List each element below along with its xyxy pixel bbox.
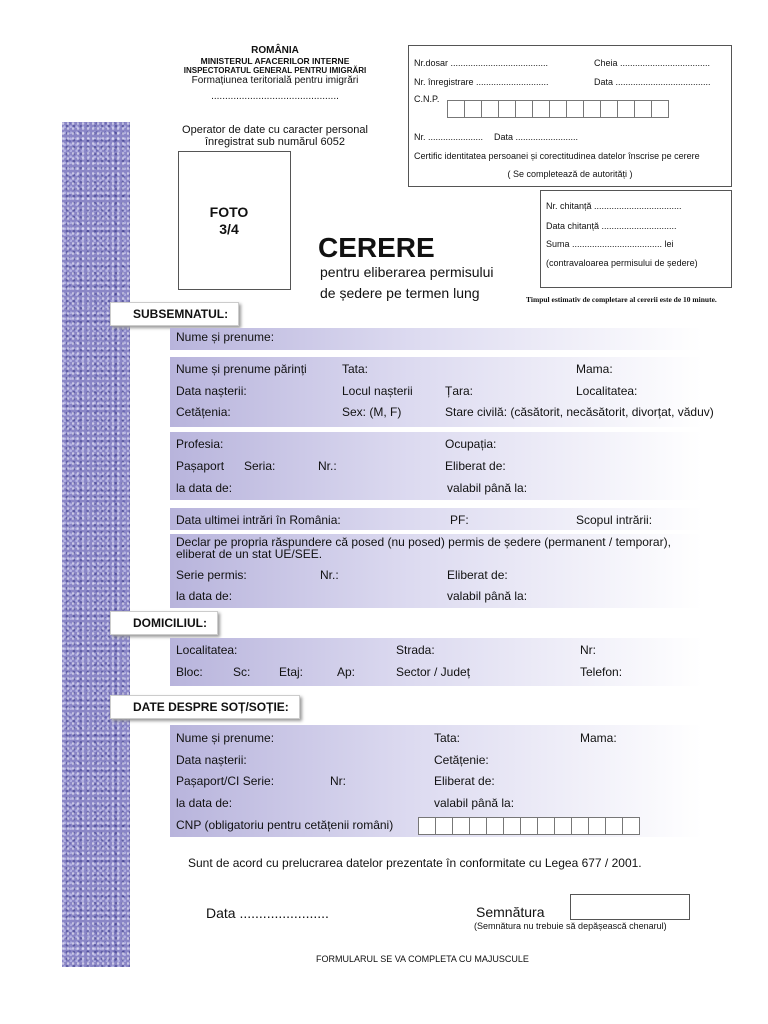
section-spouse: DATE DESPRE SOȚ/SOȚIE: [110, 695, 300, 719]
signature-note: (Semnătura nu trebuie să depășească chenarul) [474, 921, 667, 931]
label-spouse-cnp: CNP (obligatoriu pentru cetățenii români) [176, 818, 394, 832]
nr-inregistrare-field[interactable]: Nr. înregistrare ............................. [414, 77, 549, 87]
label-spouse-valabil: valabil până la: [434, 796, 515, 810]
photo-label-line-1: FOTO [209, 204, 249, 220]
label-localitatea: Localitatea: [576, 384, 638, 398]
division-name: Formațiunea teritorială pentru imigrări [191, 74, 359, 86]
cheia-field[interactable]: Cheia .................................... [594, 58, 711, 68]
decorative-side-band [62, 122, 130, 967]
label-dom-ap: Ap: [337, 665, 356, 679]
photo-label-line-2: 3/4 [219, 220, 239, 237]
time-note: Timpul estimativ de completare al cererii este de 10 minute. [526, 295, 717, 304]
photo-label [179, 204, 279, 238]
operator-line-1: Operator de date cu caracter personal [182, 124, 368, 136]
label-dom-bloc: Bloc: [176, 665, 203, 679]
label-valabil-permis: valabil până la: [447, 589, 528, 603]
label-spouse-eliberat-de: Eliberat de: [434, 774, 495, 788]
label-mama: Mama: [576, 362, 613, 376]
label-tara: Țara: [445, 384, 474, 398]
label-stare-civila: Stare civilă: (căsătorit, necăsătorit, divorțat, văduv) [445, 405, 714, 419]
authority-data2-field[interactable]: Data ......................... [494, 132, 579, 142]
contravaloare-note: (contravaloarea permisului de ședere) [546, 258, 698, 268]
label-valabil: valabil până la: [447, 481, 528, 495]
signature-box[interactable] [570, 894, 690, 920]
photo-box[interactable] [178, 151, 291, 290]
issuer-header [150, 46, 400, 102]
label-declar-1: Declar pe propria răspundere că posed (nu posed) permis de ședere (permanent / temporar), [176, 535, 671, 549]
data-field[interactable]: Data ...................................... [594, 77, 711, 87]
label-eliberat-de: Eliberat de: [445, 459, 506, 473]
date-field[interactable]: Data ....................... [206, 905, 329, 921]
label-nume-parinti: Nume și prenume părinți [176, 362, 307, 376]
data-chitanta-field[interactable]: Data chitanță .............................. [546, 221, 677, 231]
label-spouse-pasaport: Pașaport/CI Serie: [176, 774, 275, 788]
label-dom-localitatea: Localitatea: [176, 643, 238, 657]
country-name: ROMÂNIA [251, 45, 299, 56]
label-ultima-intrare: Data ultimei intrări în România: [176, 513, 341, 527]
label-spouse-data-nasterii: Data nașterii: [176, 753, 247, 767]
page-subtitle-1: pentru eliberarea permisului [320, 264, 494, 280]
label-nr-permis: Nr.: [320, 568, 339, 582]
receipt-box [540, 190, 732, 288]
division-dots: .............................................. [211, 90, 339, 102]
label-la-data-de-permis: la data de: [176, 589, 233, 603]
section-subsemnatul: SUBSEMNATUL: [110, 302, 239, 326]
label-ocupatia: Ocupația: [445, 437, 497, 451]
inspectorate-name: INSPECTORATUL GENERAL PENTRU IMIGRĂRI [183, 65, 367, 75]
label-profesia: Profesia: [176, 437, 224, 451]
label-spouse-mama: Mama: [580, 731, 617, 745]
authority-box [408, 45, 732, 187]
consent-text: Sunt de acord cu prelucrarea datelor prezentate în conformitate cu Legea 677 / 2001. [188, 856, 642, 870]
label-spouse-nume: Nume și prenume: [176, 731, 275, 745]
label-la-data-de: la data de: [176, 481, 233, 495]
label-dom-sector: Sector / Județ [396, 665, 471, 679]
page-subtitle-2: de ședere pe termen lung [320, 285, 480, 301]
label-cetatenia: Cetățenia: [176, 405, 231, 419]
label-serie-permis: Serie permis: [176, 568, 247, 582]
label-spouse-cetatenie: Cetățenie: [434, 753, 489, 767]
label-dom-strada: Strada: [396, 643, 435, 657]
label-spouse-nr: Nr: [330, 774, 346, 788]
label-eliberat-de-permis: Eliberat de: [447, 568, 508, 582]
label-dom-etaj: Etaj: [279, 665, 304, 679]
label-sex: Sex: (M, F) [342, 405, 402, 419]
label-dom-sc: Sc: [233, 665, 251, 679]
section-domiciliul: DOMICILIUL: [110, 611, 218, 635]
label-pasaport: Pașaport [176, 459, 225, 473]
label-data-nasterii: Data nașterii: [176, 384, 247, 398]
page-title: CERERE [318, 232, 435, 263]
operator-line-2: înregistrat sub numărul 6052 [204, 136, 346, 149]
nr-chitanta-field[interactable]: Nr. chitanță ................................... [546, 201, 682, 211]
suma-field[interactable]: Suma .................................... lei [546, 239, 674, 249]
label-seria: Seria: [244, 459, 276, 473]
label-declar-2: eliberat de un stat UE/SEE. [176, 547, 323, 561]
spouse-cnp-cells[interactable] [418, 817, 639, 835]
label-spouse-tata: Tata: [434, 731, 461, 745]
label-dom-telefon: Telefon: [580, 665, 623, 679]
signature-label: Semnătura [476, 904, 545, 920]
label-pf: PF: [450, 513, 469, 527]
label-locul-nasterii: Locul nașterii [342, 384, 413, 398]
authority-nr-field[interactable]: Nr. ...................... [414, 132, 484, 142]
authority-cnp-cells[interactable] [447, 100, 668, 118]
cnp-label: C.N.P. [414, 94, 440, 104]
label-nume: Nume și prenume: [176, 330, 275, 344]
operator-note [150, 124, 400, 148]
label-spouse-la-data-de: la data de: [176, 796, 233, 810]
certific-text: Certific identitatea persoanei și corectitudinea datelor înscrise pe cerere [414, 151, 700, 161]
nr-dosar-field[interactable]: Nr.dosar ....................................... [414, 58, 549, 68]
ministry-name: MINISTERUL AFACERILOR INTERNE [200, 56, 350, 66]
label-dom-nr: Nr: [580, 643, 596, 657]
label-scopul: Scopul intrării: [576, 513, 653, 527]
label-nr: Nr.: [318, 459, 337, 473]
authority-fill-note: ( Se completează de autorități ) [507, 169, 633, 179]
uppercase-note: FORMULARUL SE VA COMPLETA CU MAJUSCULE [316, 954, 529, 964]
label-tata: Tata: [342, 362, 369, 376]
